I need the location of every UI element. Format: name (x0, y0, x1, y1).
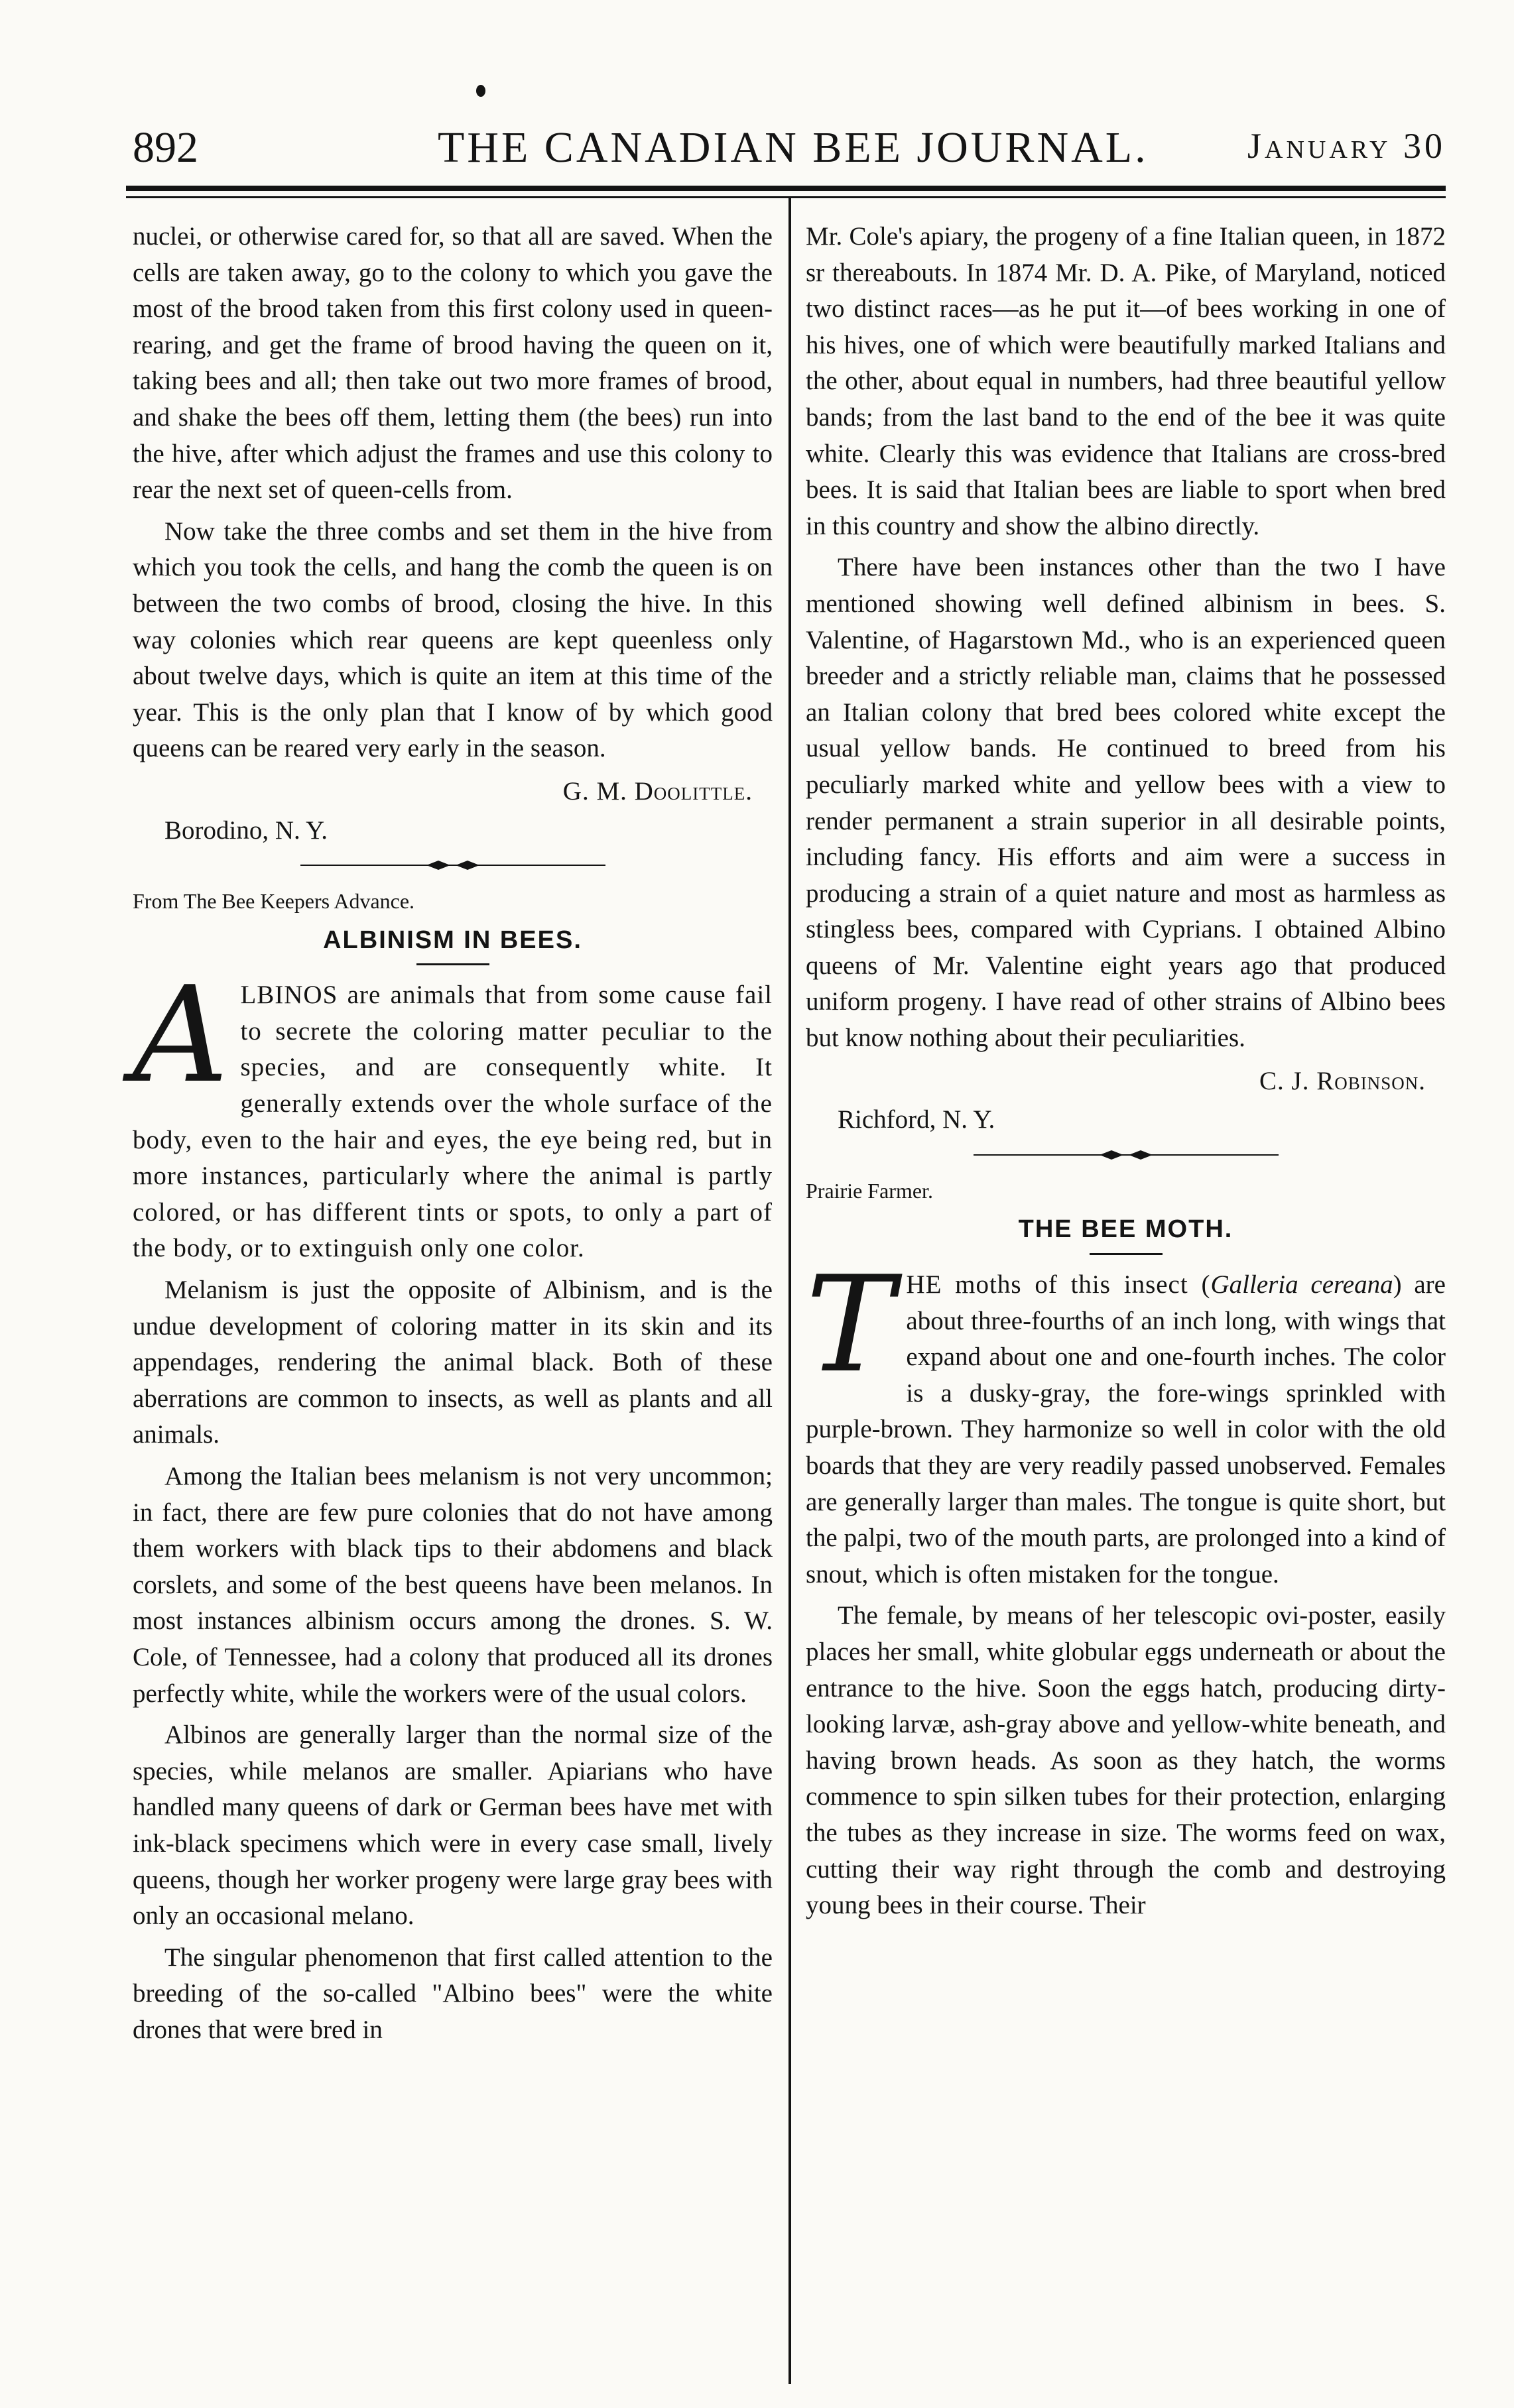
article-lead-paragraph (133, 958, 773, 1267)
body-paragraph: Albinos are generally larger than the normal size of the species, while melanos are smaller. Apiarians who have handled many queens of dark or German bees have met with ink-black specimens which were in every case small, lively queens, though her worker progeny were large gray bees with only an occasional melano. (133, 1720, 773, 1931)
body-paragraph: Among the Italian bees melanism is not very uncommon; in fact, there are few pure colonies that do not have among them workers with black tips to their abdomens and black corslets, and some of the best queens have been melanos. In most instances albinism occurs among the drones. S. W. Cole, of Tennessee, had a colony that produced all its drones perfectly white, while the workers were of the usual colors. (133, 1462, 773, 1708)
left-column (133, 219, 773, 2054)
article-source: From The Bee Keepers Advance. (133, 889, 415, 914)
dropcap-letter: A (133, 958, 229, 1113)
section-ornament (294, 858, 612, 873)
article-source: Prairie Farmer. (806, 1178, 933, 1203)
article-lead-text-continued: ) are about three-fourths of an inch long, with wings that expand about one and one-fourth inches. The color is a dusky-gray, the fore-wings sprinkled with purple-brown. They harmonize so well in color with the old boards that they are very readily passed unobserved. Females are generally larger than males. The tongue is quite short, but the palpi, two of the mouth parts, are prolonged into a kind of snout, which is often mistaken for the tongue. (806, 1270, 1446, 1589)
author-signature: G. M. Doolittle. (562, 776, 753, 806)
author-signature: C. J. Robinson. (1259, 1066, 1426, 1095)
ink-speck (476, 85, 485, 97)
right-column (806, 219, 1446, 1929)
dropcap-letter: T (806, 1248, 895, 1403)
body-paragraph: The female, by means of her telescopic ovi-poster, easily places her small, white globular eggs underneath or about the entrance to the hive. Soon the eggs hatch, producing dirty-looking larvæ, ash-gray above and yellow-white beneath, and having brown heads. As soon as they hatch, the worms commence to spin silken tubes for their protection, enlarging the tubes as they increase in size. The worms feed on wax, cutting their way right through the comb and destroying young bees in their course. Their (806, 1601, 1446, 1920)
article-title: THE BEE MOTH. (1018, 1215, 1233, 1244)
article-lead-paragraph (806, 1248, 1446, 1593)
journal-title: THE CANADIAN BEE JOURNAL. (438, 123, 1149, 172)
issue-date: January 30 (1247, 126, 1446, 166)
page-header (126, 109, 1446, 182)
body-paragraph: Melanism is just the opposite of Albinism, and is the undue development of coloring matter in its skin and its appendages, rendering the animal black. Both of these aberrations are common to insects, as well as plants and all animals. (133, 1276, 773, 1449)
article-title: ALBINISM IN BEES. (323, 926, 582, 954)
article-lead-text: HE moths of this insect ( (906, 1270, 1211, 1299)
species-name: Galleria cereana (1210, 1270, 1393, 1299)
author-place: Borodino, N. Y. (164, 815, 328, 845)
body-paragraph: Now take the three combs and set them in the hive from which you took the cells, and hang the comb the queen is on between the two combs of brood, closing the hive. In this way colonies which rear queens are kept queenless only about twelve days, which is quite an item at this time of the year. This is the only plan that I know of by which good queens can be reared very early in the season. (133, 516, 773, 763)
continued-paragraph: Mr. Cole's apiary, the progeny of a fine Italian queen, in 1872 sr thereabouts. In 1874 Mr. D. A. Pike, of Maryland, noticed two distinct races—as he put it—of bees working in one of his hives, one of which were beautifully marked Italians and the other, about equal in numbers, had three beautiful yellow bands; from the last band to the end of the bee it was quite white. Clearly this was evidence that Italians are cross-bred bees. It is said that Italian bees are liable to sport when bred in this country and show the albino directly. (806, 222, 1446, 540)
title-underline (416, 963, 489, 965)
section-ornament (967, 1148, 1285, 1162)
title-underline (1090, 1253, 1163, 1255)
column-divider (789, 196, 791, 2384)
header-rule-thick (126, 186, 1446, 191)
author-place: Richford, N. Y. (838, 1105, 995, 1134)
article-lead-text: LBINOS are animals that from some cause fail to secrete the coloring matter peculiar to the species, and are consequently white. It generally extends over the whole surface of the body, even to the hair and eyes, the eye being red, but in more instances, particularly where the animal is partly colored, or has different tints or spots, to only a part of the body, or to extinguish only one color. (133, 981, 773, 1263)
continued-paragraph: nuclei, or otherwise cared for, so that all are saved. When the cells are taken away, go to the colony to which you gave the most of the brood taken from this first colony used in queen-rearing, and get the frame of brood having the queen on it, taking bees and all; then take out two more frames of brood, and shake the bees off them, letting them (the bees) run into the hive, after which adjust the frames and use this colony to rear the next set of queen-cells from. (133, 222, 773, 505)
body-paragraph: There have been instances other than the two I have mentioned showing well defined albinism in bees. S. Valentine, of Hagarstown Md., who is an experienced queen breeder and a strictly reliable man, claims that he possessed an Italian colony that bred bees colored white except the usual yellow bands. He continued to breed from his peculiarly marked white and yellow bees with a view to render permanent a strain superior in all desirable points, including fancy. His efforts and aim were a success in producing a strain of a quiet nature and most as harmless as stingless bees, compared with Cyprians. I obtained Albino queens of Mr. Valentine eight years ago that produced uniform progeny. I have read of other strains of Albino bees but know nothing about their peculiarities. (806, 553, 1446, 1053)
header-rule-thin (126, 196, 1446, 198)
body-paragraph: The singular phenomenon that first called attention to the breeding of the so-called "Albino bees" were the white drones that were bred in (133, 1943, 773, 2044)
page-number: 892 (133, 123, 198, 172)
